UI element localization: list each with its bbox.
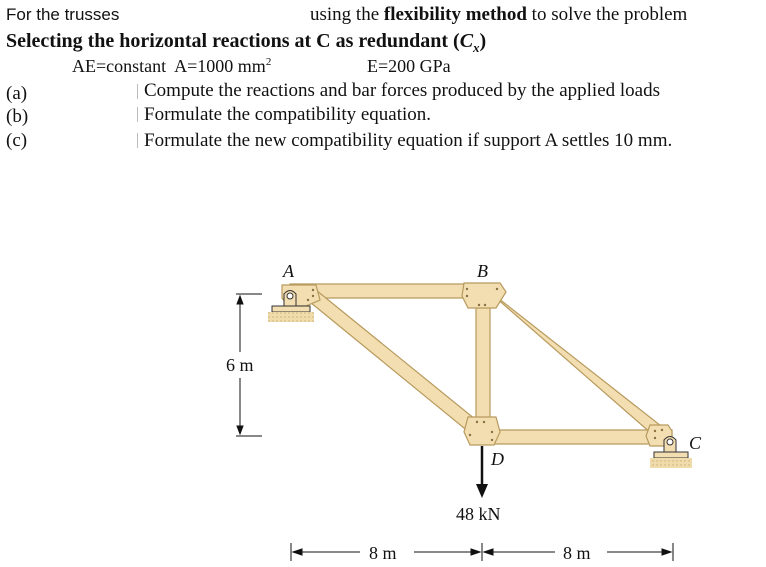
prop-area: A=1000 mm bbox=[174, 56, 266, 76]
member-bc bbox=[487, 290, 670, 441]
span-dimension bbox=[291, 543, 673, 561]
task-label-c: (c) bbox=[6, 130, 28, 151]
redundant-subscript: x bbox=[473, 40, 480, 55]
member-ad bbox=[305, 290, 486, 437]
node-label-d: D bbox=[491, 449, 504, 469]
span-label-right: 8 m bbox=[563, 543, 591, 563]
span-label-left: 8 m bbox=[369, 543, 397, 563]
member-bd bbox=[476, 291, 490, 428]
redundant-text: Selecting the horizontal reactions at C as redundant ( bbox=[6, 30, 460, 52]
prop-area-exponent: 2 bbox=[265, 56, 272, 68]
prop-e: E=200 GPa bbox=[367, 56, 451, 76]
method-name: flexibility method bbox=[383, 4, 527, 25]
node-label-b: B bbox=[477, 261, 488, 281]
intro-text: For the trusses bbox=[6, 5, 120, 24]
task-text-c: Formulate the new compatibility equation if support A settles 10 mm. bbox=[144, 130, 673, 151]
task-text-b: Formulate the compatibility equation. bbox=[144, 104, 432, 125]
redundant-symbol: C bbox=[459, 30, 474, 52]
gusset-d bbox=[464, 417, 500, 445]
task-text-a: Compute the reactions and bar forces produced by the applied loads bbox=[144, 80, 660, 101]
redundant-close: ) bbox=[479, 30, 487, 52]
method-suffix: to solve the problem bbox=[526, 4, 688, 25]
load-label: 48 kN bbox=[456, 504, 501, 524]
node-label-c: C bbox=[689, 433, 702, 453]
method-prefix: using the bbox=[310, 4, 384, 25]
task-label-a: (a) bbox=[6, 83, 28, 104]
height-label: 6 m bbox=[226, 355, 254, 375]
load-arrow bbox=[476, 446, 488, 498]
member-dc bbox=[483, 430, 672, 444]
task-label-b: (b) bbox=[6, 106, 29, 127]
node-label-a: A bbox=[283, 261, 294, 281]
gusset-b bbox=[462, 283, 506, 308]
prop-ae: AE=constant bbox=[72, 56, 167, 76]
